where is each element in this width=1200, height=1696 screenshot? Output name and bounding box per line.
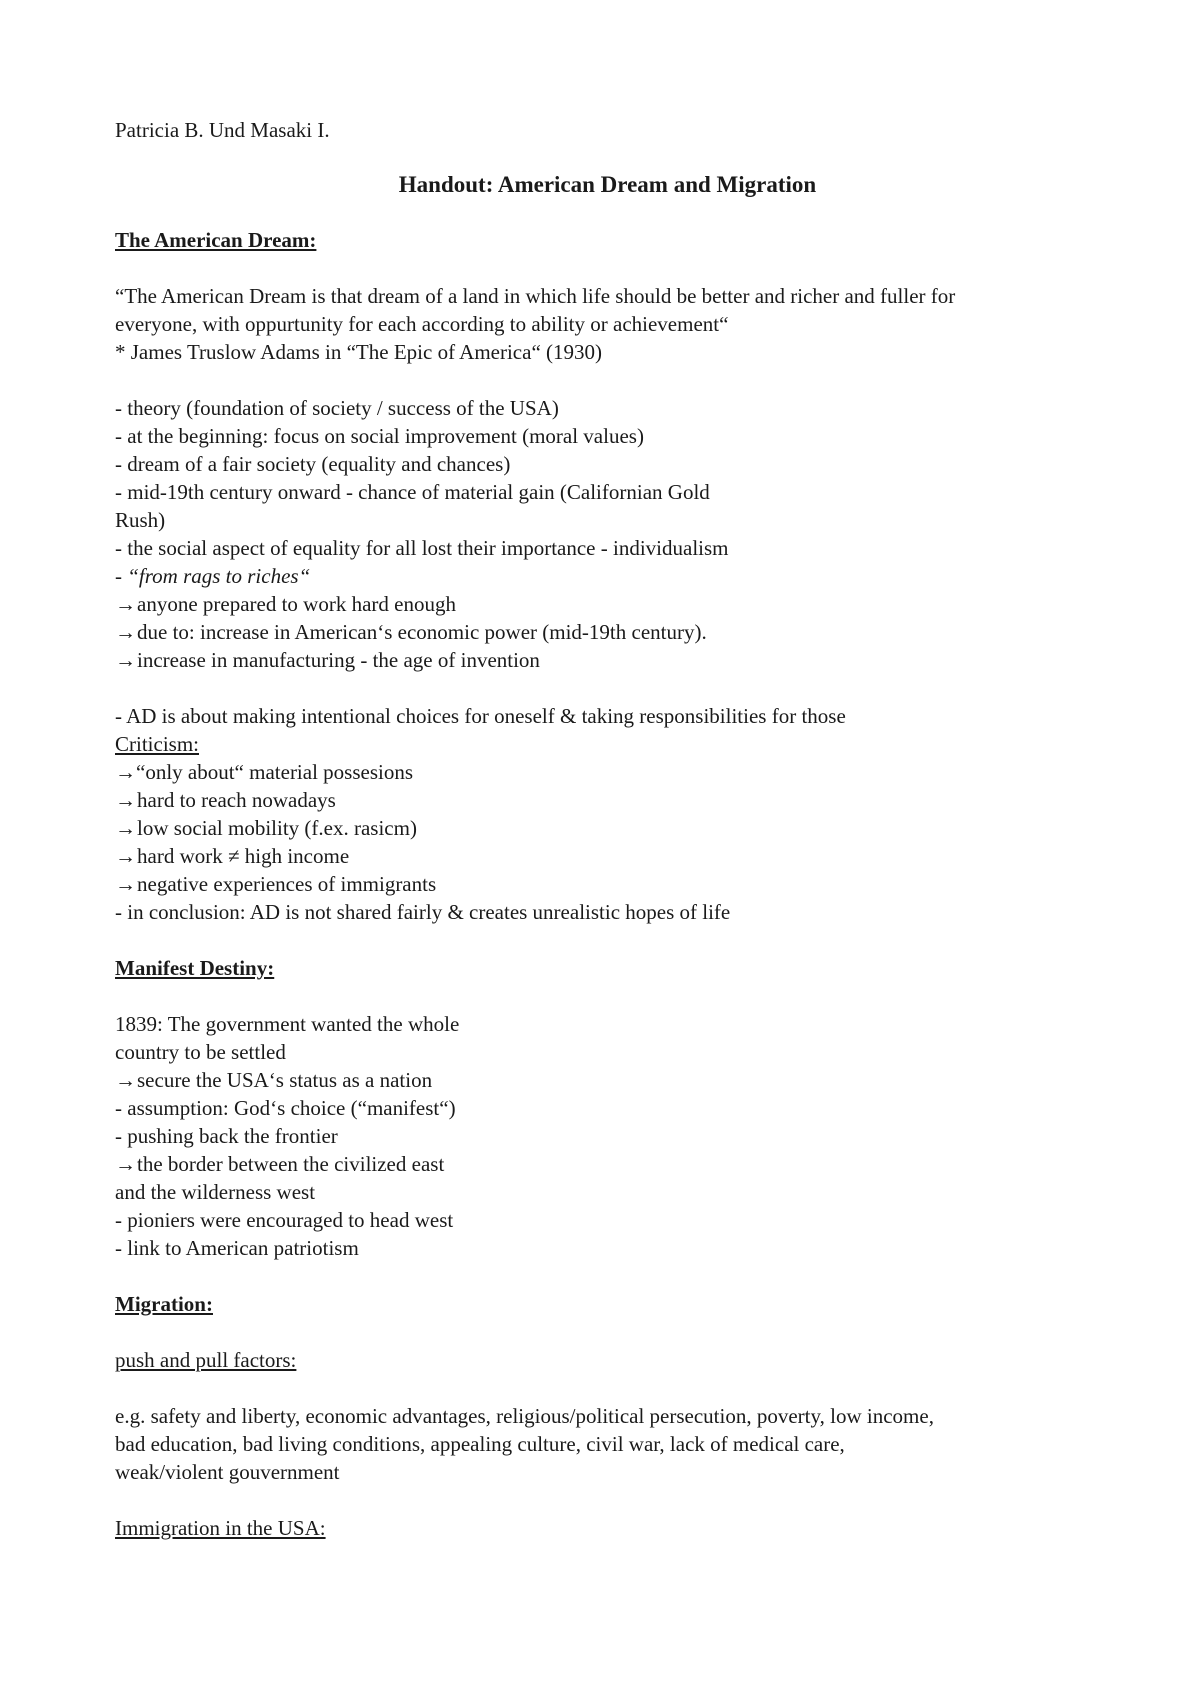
spacer — [115, 1486, 1100, 1514]
spacer — [115, 254, 1100, 282]
arrow-text: the border between the civilized east — [137, 1152, 445, 1176]
bullet-point: - pioniers were encouraged to head west — [115, 1208, 454, 1232]
arrow-text: secure the USA‘s status as a nation — [137, 1068, 433, 1092]
author-line: Patricia B. Und Masaki I. — [115, 118, 330, 142]
text-line: country to be settled — [115, 1040, 286, 1064]
bullet-point: - theory (foundation of society / success of the USA) — [115, 396, 559, 420]
section-manifest-destiny — [115, 954, 1100, 1262]
arrow-point — [115, 1066, 1100, 1094]
right-arrow-icon: → — [115, 788, 136, 812]
arrow-text: due to: increase in American‘s economic power (mid-19th century). — [137, 620, 707, 644]
right-arrow-icon: → — [115, 1068, 136, 1092]
right-arrow-icon: → — [115, 760, 136, 784]
bullet-point: - at the beginning: focus on social improvement (moral values) — [115, 424, 644, 448]
arrow-point — [115, 590, 1100, 618]
bullet-point: - link to American patriotism — [115, 1236, 359, 1260]
arrow-point — [115, 786, 1100, 814]
arrow-text: hard to reach nowadays — [137, 788, 336, 812]
quote-citation: * James Truslow Adams in “The Epic of America“ (1930) — [115, 340, 602, 364]
italic-phrase: “from rags to riches“ — [127, 564, 311, 588]
bullet-point: - AD is about making intentional choices for oneself & taking responsibilities for those — [115, 704, 846, 728]
factors-line: weak/violent gouvernment — [115, 1460, 340, 1484]
bullet-point: - pushing back the frontier — [115, 1124, 338, 1148]
arrow-point — [115, 646, 1100, 674]
right-arrow-icon: → — [115, 592, 136, 616]
arrow-text: negative experiences of immigrants — [137, 872, 437, 896]
section-american-dream — [115, 226, 1100, 926]
spacer — [115, 1374, 1100, 1402]
spacer — [115, 1318, 1100, 1346]
bullet-point-continuation: Rush) — [115, 508, 166, 532]
arrow-point — [115, 758, 1100, 786]
section-heading-migration: Migration: — [115, 1292, 213, 1316]
right-arrow-icon: → — [115, 844, 136, 868]
arrow-point — [115, 814, 1100, 842]
bullet-point: - dream of a fair society (equality and chances) — [115, 452, 511, 476]
spacer — [115, 926, 1100, 954]
dash: - — [115, 564, 128, 588]
section-migration — [115, 1290, 1100, 1542]
text-line: and the wilderness west — [115, 1180, 316, 1204]
spacer — [115, 982, 1100, 1010]
quote-line: “The American Dream is that dream of a land in which life should be better and richer and fuller for — [115, 284, 956, 308]
arrow-point — [115, 1150, 1100, 1178]
arrow-point — [115, 618, 1100, 646]
subheading-push-pull: push and pull factors: — [115, 1348, 297, 1372]
right-arrow-icon: → — [115, 620, 136, 644]
arrow-text: increase in manufacturing - the age of invention — [137, 648, 540, 672]
right-arrow-icon: → — [115, 816, 136, 840]
right-arrow-icon: → — [115, 1152, 136, 1176]
factors-line: bad education, bad living conditions, appealing culture, civil war, lack of medical care, — [115, 1432, 845, 1456]
conclusion-line: - in conclusion: AD is not shared fairly & creates unrealistic hopes of life — [115, 900, 731, 924]
factors-line: e.g. safety and liberty, economic advantages, religious/political persecution, poverty, low income, — [115, 1404, 934, 1428]
arrow-point — [115, 870, 1100, 898]
quote-line: everyone, with oppurtunity for each according to ability or achievement“ — [115, 312, 729, 336]
arrow-text: “only about“ material possesions — [136, 760, 414, 784]
text-line: 1839: The government wanted the whole — [115, 1012, 460, 1036]
section-heading-manifest-destiny: Manifest Destiny: — [115, 956, 275, 980]
section-heading-american-dream: The American Dream: — [115, 228, 317, 252]
bullet-point: - assumption: God‘s choice (“manifest“) — [115, 1096, 456, 1120]
bullet-point-italic — [115, 562, 1100, 590]
right-arrow-icon: → — [115, 648, 136, 672]
arrow-point — [115, 842, 1100, 870]
spacer — [115, 366, 1100, 394]
arrow-text: low social mobility (f.ex. rasicm) — [137, 816, 417, 840]
arrow-text: anyone prepared to work hard enough — [137, 592, 456, 616]
criticism-label: Criticism: — [115, 732, 199, 756]
bullet-point: - the social aspect of equality for all lost their importance - individualism — [115, 536, 729, 560]
bullet-point: - mid-19th century onward - chance of material gain (Californian Gold — [115, 480, 710, 504]
spacer — [115, 1262, 1100, 1290]
subheading-immigration: Immigration in the USA: — [115, 1516, 326, 1540]
spacer — [115, 674, 1100, 702]
document-title: Handout: American Dream and Migration — [398, 172, 817, 197]
arrow-text: hard work ≠ high income — [137, 844, 350, 868]
right-arrow-icon: → — [115, 872, 136, 896]
